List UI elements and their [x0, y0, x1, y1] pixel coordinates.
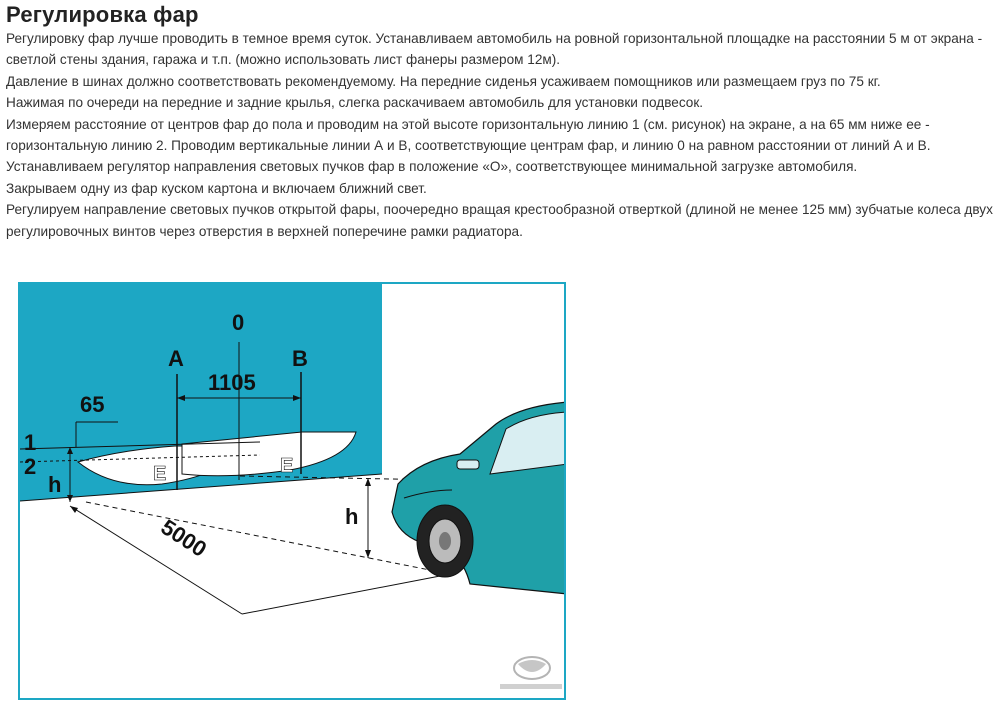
label-e-right: E: [280, 455, 294, 477]
paragraph: Давление в шинах должно соответствовать рекомендуемому. На передние сиденья усаживаем помощников или размещаем груз по 75 кг.: [6, 73, 881, 89]
car-illustration: [392, 402, 566, 594]
label-line-2: 2: [24, 454, 37, 479]
dim-5000-line-a: [70, 506, 242, 614]
daewoo-logo: [500, 657, 562, 689]
paragraph: Устанавливаем регулятор направления световых пучков фар в положение «О», соответствующее минимальной загрузке автомобиля.: [6, 159, 858, 175]
article-title: Регулировка фар: [6, 2, 199, 27]
paragraph: Регулировку фар лучше проводить в темное время суток. Устанавливаем автомобиль на ровной горизонтальной площадке на расстоянии 5 м от экрана - светлой стены здания, гаража и т.п. (можно использовать лист фанеры размером 12м).: [6, 31, 983, 68]
label-zero: 0: [232, 310, 245, 335]
ground-projection: [86, 502, 440, 572]
label-a: A: [168, 346, 184, 371]
paragraph: Закрываем одну из фар куском картона и включаем ближний свет.: [6, 180, 427, 196]
label-b: B: [292, 346, 308, 371]
label-width: 1105: [208, 370, 256, 395]
label-distance: 5000: [156, 514, 212, 562]
paragraph: Измеряем расстояние от центров фар до пола и проводим на этой высоте горизонтальную линию 1 (см. рисунок) на экране, а на 65 мм ниже ее - горизонтальную линию 2. Проводим вертикальные линии А и В, соответствующие центрам фар, и линию 0 на равном расстоянии от линий А и В.: [6, 116, 931, 154]
label-h-screen: h: [48, 472, 62, 497]
paragraph: Нажимая по очереди на передние и задние крылья, слегка раскачиваем автомобиль для установки подвесок.: [6, 95, 704, 111]
label-h-car: h: [345, 504, 359, 529]
label-line-1: 1: [24, 430, 37, 455]
paragraph: Регулируем направление световых пучков открытой фары, поочередно вращая крестообразной отверткой (длиной не менее 125 мм) зубчатые колеса двух регулировочных винтов через отверстия в верхней поперечине рамки радиатора.: [6, 202, 993, 239]
label-e-left: E: [153, 463, 167, 485]
article-body: [6, 28, 994, 242]
diagram-canvas: [20, 284, 566, 700]
headlight-diagram: [18, 282, 566, 700]
dim-5000-line-b: [242, 576, 440, 614]
dim-5000-arrow: [70, 506, 78, 513]
label-offset: 65: [80, 392, 105, 417]
